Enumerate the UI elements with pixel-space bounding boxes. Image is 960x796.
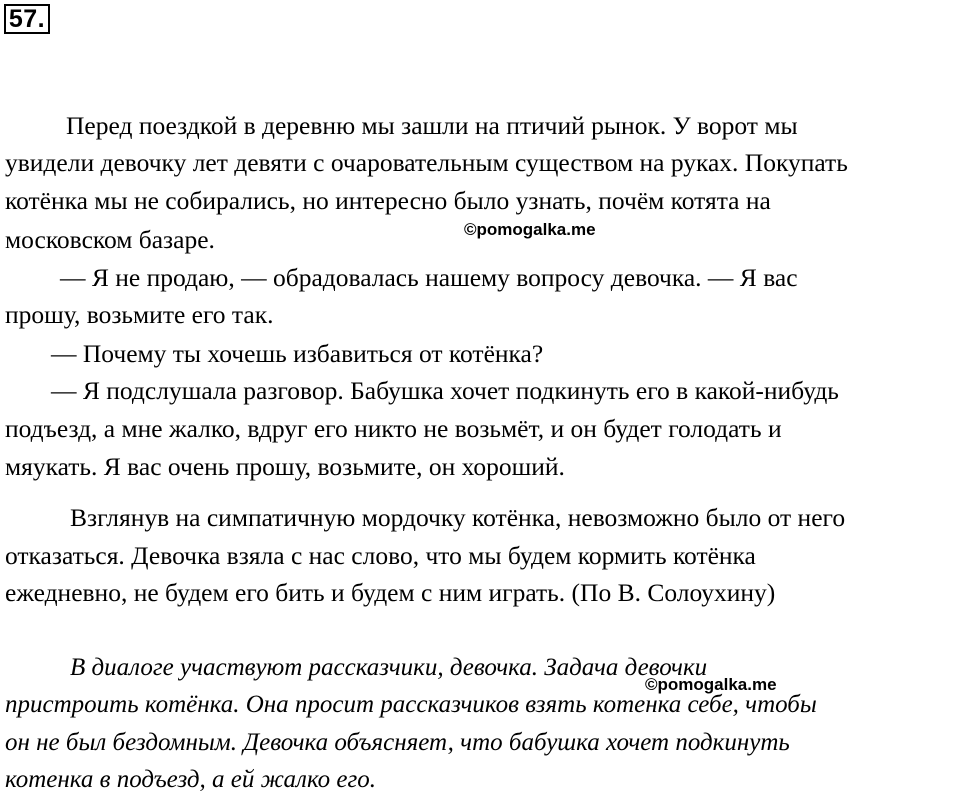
answer-line: он не был бездомным. Девочка объясняет, что бабушка хочет подкинуть xyxy=(5,729,790,756)
passage-line: — Почему ты хочешь избавиться от котёнка? xyxy=(51,339,544,368)
passage-line: увидели девочку лет девяти с очаровательным существом на руках. Покупать xyxy=(5,148,848,177)
passage-line: московском базаре. xyxy=(5,225,215,254)
passage-line: ежедневно, не будем его бить и будем с ним играть. (По В. Солоухину) xyxy=(5,578,776,607)
answer-line: пристроить котёнка. Она просит рассказчиков взять котенка себе, чтобы xyxy=(5,691,817,718)
passage-line: мяукать. Я вас очень прошу, возьмите, он хороший. xyxy=(5,452,565,481)
passage-line: Взглянув на симпатичную мордочку котёнка, невозможно было от него xyxy=(70,503,846,532)
task-number: 57. xyxy=(4,4,50,34)
passage-line: отказаться. Девочка взяла с нас слово, что мы будем кормить котёнка xyxy=(5,541,756,570)
passage-line: Перед поездкой в деревню мы зашли на птичий рынок. У ворот мы xyxy=(66,111,798,140)
passage-line: котёнка мы не собирались, но интересно было узнать, почём котята на xyxy=(5,186,771,215)
watermark-bottom: ©pomogalka.me xyxy=(645,675,777,694)
answer-line: В диалоге участвуют рассказчики, девочка. Задача девочки xyxy=(70,654,708,681)
watermark-top: ©pomogalka.me xyxy=(464,220,596,239)
passage-line: подъезд, а мне жалко, вдруг его никто не возьмёт, и он будет голодать и xyxy=(5,414,782,443)
passage-line: прошу, возьмите его так. xyxy=(5,300,274,329)
passage-line: — Я подслушала разговор. Бабушка хочет подкинуть его в какой-нибудь xyxy=(51,376,839,405)
answer-line: котенка в подъезд, а ей жалко его. xyxy=(5,766,377,793)
passage-line: — Я не продаю, — обрадовалась нашему вопросу девочка. — Я вас xyxy=(60,263,798,292)
